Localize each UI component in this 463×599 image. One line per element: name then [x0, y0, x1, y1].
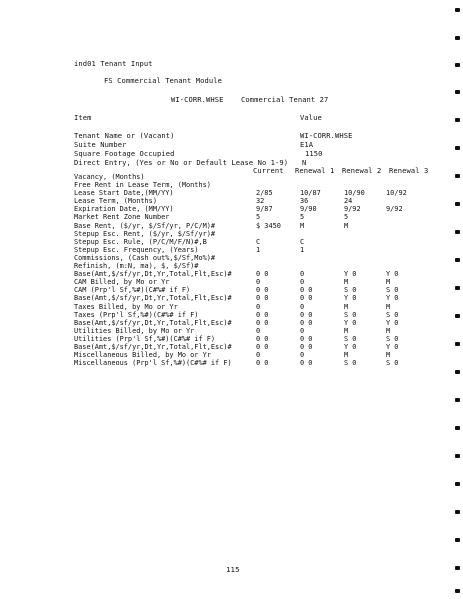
- binder-hole-mark: [455, 566, 460, 570]
- binder-hole-mark: [455, 36, 460, 40]
- row-value-renewal-1: 0: [300, 351, 305, 360]
- row-value-renewal-2: 24: [344, 197, 353, 206]
- table-row: [74, 303, 434, 311]
- row-label: Utilities (Prp'l Sf,%#)(C#%# if F): [74, 334, 216, 343]
- row-label: Miscellaneous (Prp'l Sf,%#)(C#%# if F): [74, 359, 232, 368]
- row-label: Stepup Esc. Rent, ($/yr, $/Sf/yr)#: [74, 229, 216, 238]
- table-row: [74, 222, 434, 230]
- row-label: Base(Amt,$/sf/yr,Dt,Yr,Total,Flt,Esc)#: [74, 294, 232, 303]
- row-label: Stepup Esc. Frequency, (Years): [74, 245, 199, 254]
- row-value-renewal-1: M: [300, 221, 305, 230]
- row-value-renewal-1: 9/90: [300, 205, 317, 214]
- row-value-renewal-1: 0 0: [300, 318, 313, 327]
- row-value-renewal-2: S 0: [344, 359, 357, 368]
- direct-entry-label: Direct Entry, (Yes or No or Default Lease No 1-9): [74, 158, 289, 167]
- table-row: [74, 246, 434, 254]
- row-value-current: $ 3450: [256, 221, 281, 230]
- row-value-renewal-3: M: [386, 351, 391, 360]
- row-value-renewal-2: Y 0: [344, 294, 357, 303]
- binder-hole-mark: [455, 8, 460, 12]
- row-value-renewal-2: S 0: [344, 334, 357, 343]
- row-value-renewal-1: 0 0: [300, 286, 313, 295]
- row-label: Base(Amt,$/sf/yr,Dt,Yr,Total,Flt,Esc)#: [74, 342, 232, 351]
- row-value-current: 5: [256, 213, 261, 222]
- row-label: Vacancy, (Months): [74, 173, 145, 181]
- row-value-renewal-2: S 0: [344, 310, 357, 319]
- binder-hole-mark: [455, 258, 460, 262]
- table-row: [74, 262, 434, 270]
- table-row: [74, 254, 434, 262]
- row-value-current: 0 0: [256, 310, 269, 319]
- binder-holes: [453, 0, 463, 599]
- row-label: Base Rent, ($/yr, $/Sf/yr, P/C/M)#: [74, 221, 216, 230]
- binder-hole-mark: [455, 370, 460, 374]
- row-label: Commissions, (Cash out%,$/Sf,Mo%)#: [74, 253, 216, 262]
- row-label: Expiration Date, (MM/YY): [74, 205, 174, 214]
- table-row: [74, 181, 434, 189]
- row-value-renewal-1: 0: [300, 270, 305, 279]
- table-row: [74, 351, 434, 359]
- column-header-item: Item: [74, 113, 92, 122]
- table-row: [74, 230, 434, 238]
- row-label: Utilities Billed, by Mo or Yr: [74, 326, 195, 335]
- table-row: [74, 238, 434, 246]
- table-row: [74, 270, 434, 278]
- row-value-current: 0 0: [256, 359, 269, 368]
- row-label: Lease Term, (Months): [74, 197, 157, 206]
- tenant-name-label: Tenant Name or (Vacant): [74, 131, 175, 140]
- row-value-renewal-2: Y 0: [344, 342, 357, 351]
- row-value-renewal-1: 5: [300, 213, 305, 222]
- table-row: [74, 278, 434, 286]
- row-value-renewal-3: S 0: [386, 286, 399, 295]
- row-value-renewal-1: 0: [300, 326, 305, 335]
- column-header-value: Value: [300, 113, 322, 122]
- module-title: FS Commercial Tenant Module: [104, 76, 223, 85]
- suite-number-label: Suite Number: [74, 140, 127, 149]
- table-row: [74, 213, 434, 221]
- record-id: WI-CORR.WHSE: [171, 95, 224, 104]
- row-value-current: 0 0: [256, 270, 269, 279]
- row-value-current: 0: [256, 302, 261, 311]
- row-value-current: 0 0: [256, 342, 269, 351]
- table-row: [74, 335, 434, 343]
- row-value-renewal-3: M: [386, 326, 391, 335]
- square-footage-value: 1150: [305, 149, 323, 158]
- table-row: [74, 319, 434, 327]
- row-value-renewal-2: M: [344, 326, 349, 335]
- row-label: CAM (Prp'l Sf,%#)(C#%# if F): [74, 286, 191, 295]
- row-value-renewal-2: M: [344, 302, 349, 311]
- period-header-current: Current: [253, 166, 284, 175]
- suite-number-value: E1A: [300, 140, 314, 149]
- row-value-renewal-1: 10/87: [300, 189, 321, 198]
- binder-hole-mark: [455, 90, 460, 94]
- row-value-current: 1: [256, 245, 261, 254]
- row-value-renewal-1: 1: [300, 245, 305, 254]
- row-value-current: 9/87: [256, 205, 273, 214]
- row-value-current: 0 0: [256, 318, 269, 327]
- row-label: Base(Amt,$/sf/yr,Dt,Yr,Total,Flt,Esc)#: [74, 318, 232, 327]
- row-value-current: 0 0: [256, 286, 269, 295]
- row-label: Market Rent Zone Number: [74, 213, 170, 222]
- table-row: [74, 189, 434, 197]
- table-row: [74, 205, 434, 213]
- row-value-renewal-1: 36: [300, 197, 309, 206]
- row-value-renewal-2: 10/90: [344, 189, 365, 198]
- row-value-renewal-1: 0: [300, 278, 305, 287]
- binder-hole-mark: [455, 454, 460, 458]
- row-label: Taxes Billed, by Mo or Yr: [74, 302, 178, 311]
- row-value-renewal-3: M: [386, 302, 391, 311]
- row-value-current: C: [256, 237, 261, 246]
- row-value-renewal-1: 0 0: [300, 334, 313, 343]
- row-value-renewal-3: Y 0: [386, 342, 399, 351]
- row-value-current: 0 0: [256, 294, 269, 303]
- binder-hole-mark: [455, 482, 460, 486]
- square-footage-label: Square Footage Occupied: [74, 149, 175, 158]
- row-value-current: 32: [256, 197, 265, 206]
- binder-hole-mark: [455, 510, 460, 514]
- period-header-renewal-1: Renewal 1: [295, 166, 335, 175]
- row-value-renewal-3: S 0: [386, 334, 399, 343]
- row-value-renewal-3: S 0: [386, 310, 399, 319]
- table-row: [74, 286, 434, 294]
- row-value-renewal-3: Y 0: [386, 294, 399, 303]
- table-row: [74, 359, 434, 367]
- binder-hole-mark: [455, 146, 460, 150]
- binder-hole-mark: [455, 314, 460, 318]
- table-row: [74, 311, 434, 319]
- row-value-renewal-3: S 0: [386, 359, 399, 368]
- row-value-renewal-1: 0 0: [300, 310, 313, 319]
- binder-hole-mark: [455, 63, 460, 67]
- row-value-renewal-3: M: [386, 278, 391, 287]
- row-label: Base(Amt,$/sf/yr,Dt,Yr,Total,Flt,Esc)#: [74, 270, 232, 279]
- row-value-renewal-1: C: [300, 237, 305, 246]
- binder-hole-mark: [455, 286, 460, 290]
- binder-hole-mark: [455, 202, 460, 206]
- row-value-renewal-1: 0 0: [300, 359, 313, 368]
- row-label: Miscellaneous Billed, by Mo or Yr: [74, 351, 211, 360]
- record-title: Commercial Tenant 27: [241, 95, 329, 104]
- table-row: [74, 197, 434, 205]
- row-value-renewal-1: 0 0: [300, 294, 313, 303]
- page-number: 115: [226, 565, 240, 574]
- row-value-renewal-2: M: [344, 278, 349, 287]
- row-value-renewal-2: 5: [344, 213, 349, 222]
- binder-hole-mark: [455, 589, 460, 593]
- row-label: CAM Billed, by Mo or Yr: [74, 278, 170, 287]
- row-value-renewal-3: 10/92: [386, 189, 407, 198]
- row-value-current: 0 0: [256, 334, 269, 343]
- row-value-renewal-3: 9/92: [386, 205, 403, 214]
- row-value-current: 2/85: [256, 189, 273, 198]
- row-value-renewal-1: 0 0: [300, 342, 313, 351]
- binder-hole-mark: [455, 118, 460, 122]
- table-row: [74, 294, 434, 302]
- row-label: Free Rent in Lease Term, (Months): [74, 181, 211, 190]
- direct-entry-value: N: [302, 158, 307, 167]
- row-value-renewal-2: Y 0: [344, 270, 357, 279]
- binder-hole-mark: [455, 342, 460, 346]
- file-label: ind01 Tenant Input: [74, 59, 153, 68]
- binder-hole-mark: [455, 538, 460, 542]
- row-value-current: 0: [256, 326, 261, 335]
- row-value-renewal-1: 0: [300, 302, 305, 311]
- binder-hole-mark: [455, 398, 460, 402]
- binder-hole-mark: [455, 174, 460, 178]
- table-row: [74, 327, 434, 335]
- tenant-name-value: WI-CORR.WHSE: [300, 131, 353, 140]
- table-row: [74, 173, 434, 181]
- lease-table: [74, 173, 434, 367]
- row-value-renewal-2: S 0: [344, 286, 357, 295]
- period-header-renewal-2: Renewal 2: [342, 166, 382, 175]
- binder-hole-mark: [455, 230, 460, 234]
- row-label: Lease Start Date,(MM/YY): [74, 189, 174, 198]
- binder-hole-mark: [455, 426, 460, 430]
- row-label: Stepup Esc. Rule, (P/C/M/F/N)#,B: [74, 237, 207, 246]
- row-value-renewal-2: M: [344, 221, 349, 230]
- period-header-renewal-3: Renewal 3: [389, 166, 429, 175]
- row-value-renewal-3: Y 0: [386, 318, 399, 327]
- row-value-renewal-2: Y 0: [344, 318, 357, 327]
- row-label: Taxes (Prp'l Sf,%#)(C#%# if F): [74, 310, 199, 319]
- row-label: Refinish, (m:N, ma), $, $/Sf)#: [74, 262, 199, 271]
- row-value-renewal-2: M: [344, 351, 349, 360]
- table-row: [74, 343, 434, 351]
- row-value-renewal-2: 9/92: [344, 205, 361, 214]
- row-value-current: 0: [256, 351, 261, 360]
- row-value-renewal-3: Y 0: [386, 270, 399, 279]
- row-value-current: 0: [256, 278, 261, 287]
